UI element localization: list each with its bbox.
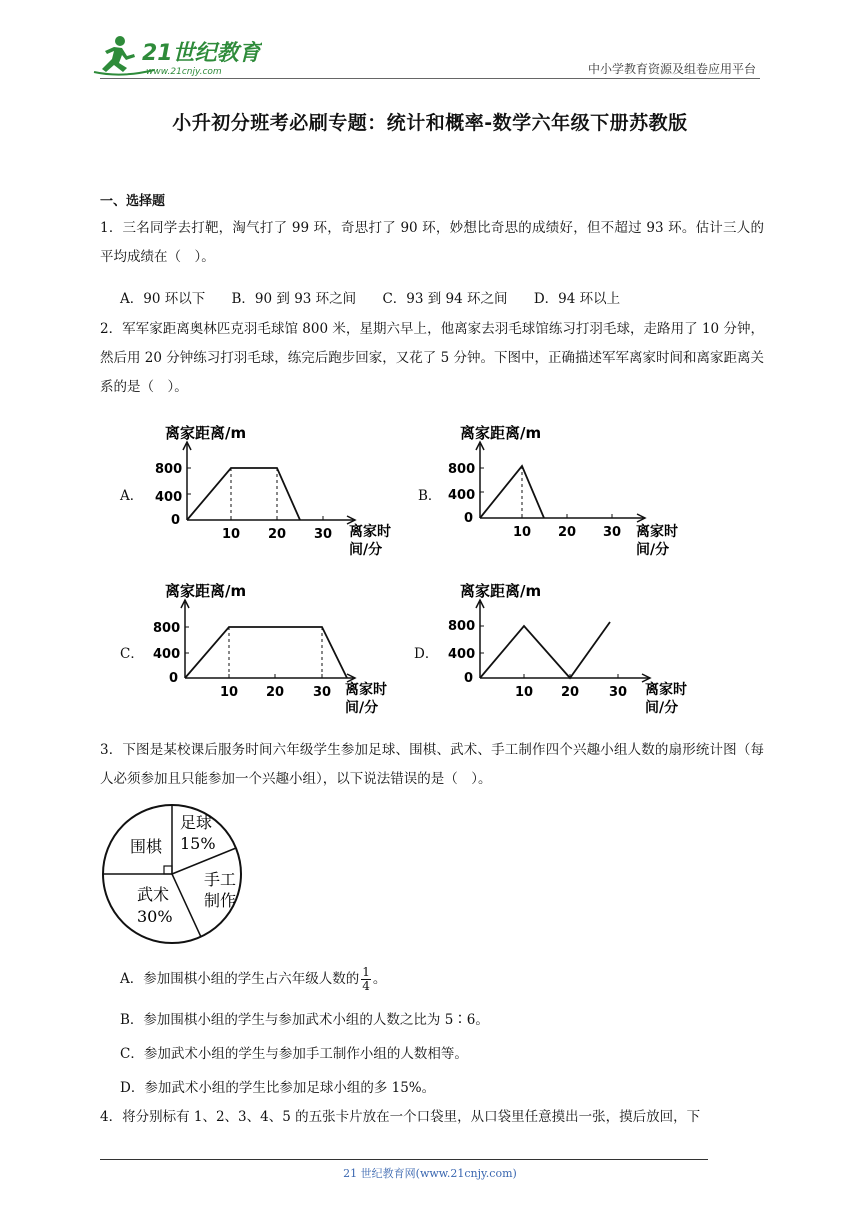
x-tick-20: 20 (268, 527, 287, 542)
footer-divider (100, 1159, 708, 1160)
logo-url: www.21cnjy.com (146, 67, 222, 77)
y-axis-label: 离家距离/m (460, 424, 542, 442)
y-tick-800: 800 (153, 621, 181, 636)
distance-line (480, 466, 544, 518)
y-tick-400: 400 (448, 647, 476, 662)
graph-c-letter: C． (120, 646, 144, 662)
fraction-one-quarter (361, 966, 371, 993)
pie-label-weiqi: 围棋 (130, 837, 163, 856)
x-tick-30: 30 (609, 685, 628, 700)
graph-b (440, 420, 710, 560)
x-tick-20: 20 (561, 685, 580, 700)
y-tick-400: 400 (155, 490, 183, 505)
y-tick-0: 0 (464, 671, 474, 686)
question-3-option-c: C．参加武术小组的学生与参加手工制作小组的人数相等。 (120, 1046, 468, 1062)
header-divider (100, 78, 760, 79)
question-1-text: 1．三名同学去打靶，淘气打了 99 环，奇思打了 90 环，妙想比奇思的成绩好，但不超过 93 环。估计三人的平均成绩在（ ）。 (100, 220, 764, 265)
y-tick-0: 0 (464, 511, 474, 526)
question-2-text: 2．军军家距离奥林匹克羽毛球馆 800 米，星期六早上，他离家去羽毛球馆练习打羽毛球，走路用了 10 分钟，然后用 20 分钟练习打羽毛球，练完后跑步回家，又花了 5 分钟。下图中，正确描述军军离家时间和离家距离关系的是（ ）。 (100, 321, 764, 395)
question-3-option-d: D．参加武术小组的学生比参加足球小组的多 15%。 (120, 1080, 436, 1096)
y-tick-400: 400 (448, 488, 476, 503)
x-axis-label-2: 间/分 (645, 700, 679, 716)
site-logo (92, 32, 262, 82)
question-4-text: 4．将分别标有 1、2、3、4、5 的五张卡片放在一个口袋里，从口袋里任意摸出一张，摸后放回，下 (100, 1109, 701, 1125)
option-a: A．90 环以下 (120, 291, 206, 307)
option-d: D．94 环以上 (533, 291, 621, 307)
platform-name: 中小学教育资源及组卷应用平台 (587, 62, 756, 76)
pie-label-zuqiu-pct: 15% (180, 834, 216, 853)
y-tick-0: 0 (169, 671, 179, 686)
x-axis-label-1: 离家时 (636, 524, 678, 540)
question-3-text: 3．下图是某校课后服务时间六年级学生参加足球、围棋、武术、手工制作四个兴趣小组人数的扇形统计图（每人必须参加且只能参加一个兴趣小组），以下说法错误的是（ ）。 (100, 742, 764, 787)
graph-a (145, 420, 415, 560)
x-tick-20: 20 (558, 525, 577, 540)
question-3-option-b: B．参加围棋小组的学生与参加武术小组的人数之比为 5∶6。 (120, 1012, 489, 1028)
section-heading: 一、选择题 (100, 194, 166, 209)
distance-line (480, 622, 610, 678)
fraction-numerator: 1 (362, 965, 370, 979)
x-axis-label-2: 间/分 (349, 542, 383, 558)
x-tick-10: 10 (222, 527, 241, 542)
pie-label-wushu-pct: 30% (137, 907, 173, 926)
question-3-option-a (120, 966, 386, 993)
x-tick-20: 20 (266, 685, 285, 700)
pie-label-shougong-2: 制作 (204, 891, 237, 910)
graph-a-letter: A． (120, 488, 144, 504)
fraction-denominator: 4 (362, 979, 370, 993)
y-axis-label: 离家距离/m (460, 582, 542, 600)
option-b: B．90 到 93 环之间 (231, 291, 357, 307)
distance-line (187, 468, 300, 520)
x-tick-10: 10 (220, 685, 239, 700)
pie-chart (100, 800, 250, 950)
x-axis-label-2: 间/分 (636, 542, 670, 558)
x-tick-30: 30 (313, 685, 332, 700)
pie-label-shougong-1: 手工 (204, 870, 237, 889)
x-tick-30: 30 (603, 525, 622, 540)
page-title: 小升初分班考必刷专题：统计和概率-数学六年级下册苏教版 (172, 112, 688, 134)
graph-d (440, 578, 715, 718)
distance-line (185, 627, 347, 678)
y-tick-0: 0 (171, 513, 181, 528)
option-a-text: A．参加围棋小组的学生占六年级人数的 (120, 971, 360, 987)
graph-d-letter: D． (414, 646, 439, 662)
y-axis-label: 离家距离/m (165, 582, 247, 600)
y-tick-800: 800 (448, 619, 476, 634)
y-tick-800: 800 (155, 462, 183, 477)
x-axis-label-1: 离家时 (345, 682, 387, 698)
y-tick-400: 400 (153, 647, 181, 662)
y-tick-800: 800 (448, 462, 476, 477)
logo-text: 21世纪教育 (142, 41, 261, 66)
pie-label-wushu: 武术 (137, 885, 170, 904)
x-axis-label-1: 离家时 (349, 524, 391, 540)
option-a-suffix: 。 (372, 971, 387, 987)
y-axis-label: 离家距离/m (165, 424, 247, 442)
x-axis-label-1: 离家时 (645, 682, 687, 698)
question-1-options (120, 287, 642, 307)
x-tick-30: 30 (314, 527, 333, 542)
graph-c (145, 578, 415, 718)
pie-label-zuqiu: 足球 (180, 813, 213, 832)
graph-b-letter: B． (418, 488, 442, 504)
x-tick-10: 10 (515, 685, 534, 700)
footer-text: 21 世纪教育网(www.21cnjy.com) (343, 1167, 517, 1180)
x-tick-10: 10 (513, 525, 532, 540)
option-c: C．93 到 94 环之间 (382, 291, 508, 307)
x-axis-label-2: 间/分 (345, 700, 379, 716)
